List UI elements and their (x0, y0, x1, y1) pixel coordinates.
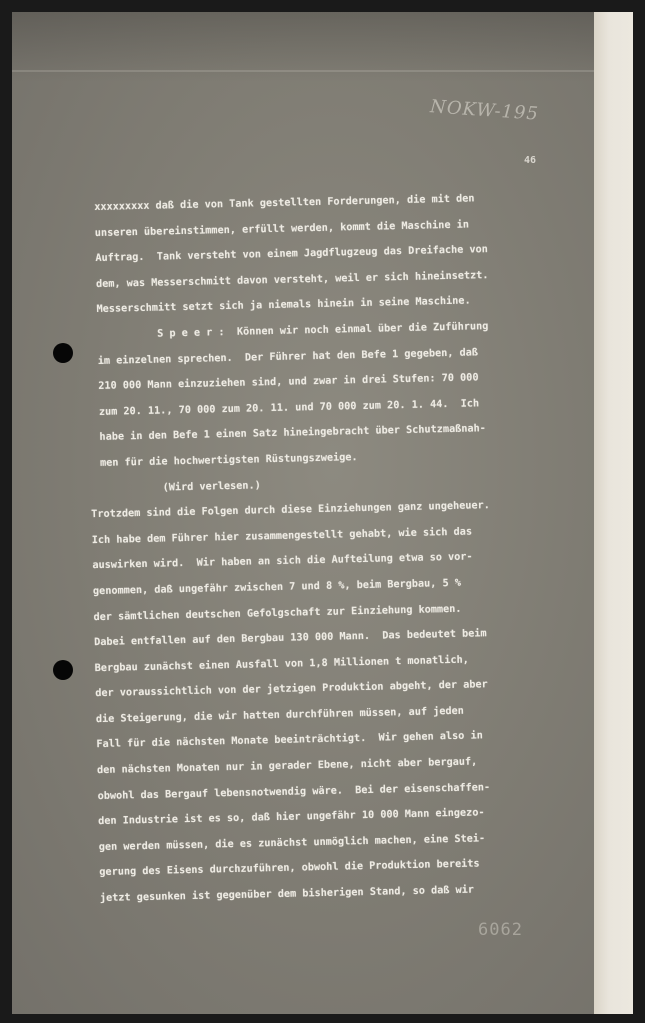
text-line: Fall für die nächsten Monate beeinträchtigt. Wir gehen also in (96, 730, 483, 751)
text-line: der voraussichtlich von der jetzigen Produktion abgeht, der aber (95, 679, 488, 700)
archive-mark: NOKW-195 (429, 96, 540, 125)
text-line: den nächsten Monaten nur in gerader Ebene, nicht aber bergauf, (96, 756, 478, 777)
punch-hole-top (53, 343, 73, 363)
text-line: Messerschmitt setzt sich ja niemals hinein in seine Maschine. (96, 295, 471, 316)
text-line: gerung des Eisens durchzuführen, obwohl die Produktion bereits (99, 858, 480, 879)
text-line: auswirken wird. Wir haben an sich die Aufteilung etwa so vor- (92, 551, 473, 572)
typewritten-body (91, 184, 594, 912)
text-line: xxxxxxxxx daß die von Tank gestellten Forderungen, die mit den (94, 193, 475, 213)
text-line: habe in den Befe 1 einen Satz hineingebracht über Schutzmaßnah- (99, 423, 486, 444)
text-line: unseren übereinstimmen, erfüllt werden, kommt die Maschine in (94, 219, 470, 239)
text-line: Bergbau zunächst einen Ausfall von 1,8 Millionen t monatlich, (94, 654, 469, 674)
paper-edge-strip (593, 12, 633, 1014)
text-line: jetzt gesunken ist gegenüber dem bisherigen Stand, so daß wir (99, 884, 475, 905)
text-line: Trotzdem sind die Folgen durch diese Einziehungen ganz ungeheuer. (91, 500, 490, 521)
text-line: Auftrag. Tank versteht von einem Jagdflugzeug das Dreifache von (95, 244, 489, 265)
page-fold (12, 70, 594, 72)
text-line: den Industrie ist es so, daß hier ungefähr 10 000 Mann eingezo- (98, 807, 485, 828)
text-line: die Steigerung, die wir hatten durchführen müssen, auf jeden (95, 705, 464, 725)
text-line: obwohl das Bergauf lebensnotwendig wäre. Bei der eisenschaffen- (97, 781, 491, 802)
text-line: Dabei entfallen auf den Bergbau 130 000 Mann. Das bedeutet beim (94, 628, 487, 649)
text-line: dem, was Messerschmitt davon versteht, weil er sich hineinsetzt. (95, 269, 489, 290)
text-line: im einzelnen sprechen. Der Führer hat den Befe 1 gegeben, daß (97, 346, 479, 367)
document-number: 6062 (478, 920, 523, 940)
text-line: (Wird verlesen.) (162, 479, 261, 494)
text-line: genommen, daß ungefähr zwischen 7 und 8 %, beim Bergbau, 5 % (92, 577, 462, 598)
text-line: zum 20. 11., 70 000 zum 20. 11. und 70 000 zum 20. 1. 44. Ich (98, 398, 480, 418)
text-line: 210 000 Mann einzuziehen sind, und zwar in drei Stufen: 70 000 (98, 372, 479, 393)
text-line: S p e e r : Können wir noch einmal über die Zuführung (157, 321, 489, 340)
text-line: Ich habe dem Führer hier zusammengestellt gehabt, wie sich das (91, 526, 473, 546)
text-line: men für die hochwertigsten Rüstungszweige. (99, 452, 358, 469)
page-number: 46 (524, 155, 537, 166)
text-line: der sämtlichen deutschen Gefolgschaft zur Einziehung kommen. (93, 603, 462, 623)
punch-hole-bottom (53, 660, 73, 680)
text-line: gen werden müssen, die es zunächst unmöglich machen, eine Stei- (98, 833, 486, 853)
document-page (12, 12, 594, 1014)
